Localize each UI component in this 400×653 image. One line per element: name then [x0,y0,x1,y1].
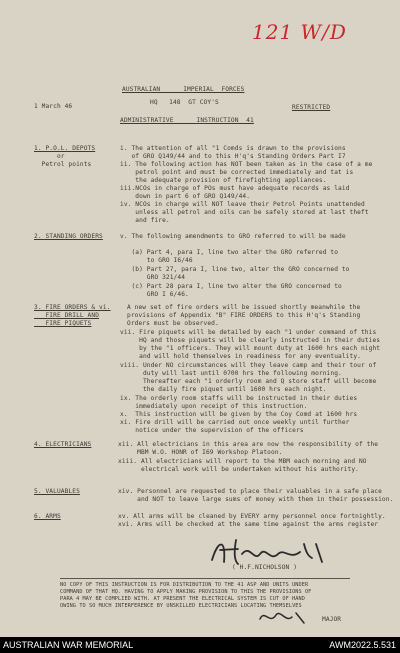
paragraph-line: by the "1 officers. They will mount duty at 1600 hrs each night [120,345,381,352]
section-heading-line: or [34,153,65,160]
section-heading: 3. FIRE ORDERS & vi. [34,304,111,311]
paragraph-line: of GRO Q149/44 and to this H'q's Standing Orders Part I7 [120,153,346,160]
paragraph-line: Thereafter each "1 orderly room and Q store staff will become [120,378,377,385]
section-heading-line: FIRE DRILL AND [34,312,100,319]
paragraph-line: iii.NCOs in charge of POs must have adequate records as laid [120,185,350,192]
section-heading: 6. ARMS [34,513,61,520]
paragraph-line: petrol point and must be corrected immediately and tat is [120,169,354,176]
paragraph-line: xi. Fire drill will be carried out once weekly until further [120,419,350,426]
paragraph-line: unless all petrol and oils can be safely stored at last theft [120,209,369,216]
section-heading: 2. STANDING ORDERS [34,233,103,240]
paragraph-line: i. The attention of all "1 Comds is drawn to the provisions [120,145,346,152]
footnote-line: PARA 4 MAY BE COMPLIED WITH. AT PRESENT THE ELECTRICAL SYSTEM IS CUT OF HAND [60,596,305,602]
org-line: AUSTRALIAN IMPERIAL FORCES [122,86,245,93]
paragraph-line: xv. All arms will be cleaned by EVERY army personnel once fortnightly. [118,513,386,520]
section-heading: 4. ELECTRICIANS [34,441,92,448]
paragraph-line: down in part 6 of GRO Q149/44. [120,193,251,200]
paragraph-line: xvi. Arms will be checked at the same time against the arms register [118,521,379,528]
section-heading-line: FIRE PIQUETS [34,320,92,327]
paragraph-line: notice under the supervision of the officers [120,427,304,434]
paragraph-line: xiv. Personnel are requested to place their valuables in a safe place [118,488,382,495]
paragraph-line: ii. The following action has NOT been taken as in the case of a me [120,161,373,168]
paragraph-line: HQ and those piquets will be clearly instructed in their duties [120,337,381,344]
footnote-line: COMMAND OF THAT HQ. HAVING TO APPLY MAKING PROVISION TO THIS THE PROVISIONS OF [60,589,312,595]
paragraph-line: immediately upon receipt of this instruction. [120,403,308,410]
paragraph-line: ix. The orderly room staffs will be instructed in their duties [120,395,358,402]
document-title: ADMINISTRATIVE INSTRUCTION 41 [120,117,254,124]
paragraph-line: (b) Part 27, para I, line two, alter the GRO concerned to [120,266,350,273]
section-heading: 5. VALUABLES [34,488,80,495]
archive-footer [0,637,400,653]
paragraph-line: iv. NCOs in charge will NOT leave their Petrol Points unattended [120,201,365,208]
handwritten-annotation: 121 W/D [252,20,347,44]
paragraph-line: the adequate provision of firefighting appliances. [120,177,327,184]
archive-name: AUSTRALIAN WAR MEMORIAL [3,640,134,650]
divider [60,578,350,579]
paragraph-line: MBM W.O. HONR of I69 Workshop Platoon. [118,449,283,456]
paragraph-line: xii. All electricians in this area are now the responsibility of the [118,441,379,448]
section-heading: 1. P.O.L. DEPOTS [34,145,96,152]
paragraph-line: provisions of Appendix "B" FIRE ORDERS to this H'q's Standing [127,312,361,319]
paragraph-line: and will hold themselves in readiness for any eventuality. [120,353,361,360]
footnote-line: OWING TO SO MUCH INTERFERENCE BY UNSKILLED ELECTRICIANS LOCATING THEMSELVES [60,603,302,609]
paragraph-line: GRO I 6/46. [120,291,189,298]
hq-line: HQ 148 GT COY'S [150,99,219,106]
paragraph-line: duty will last until 0700 hrs the following morning. [120,370,342,377]
issue-date: 1 March 46 [34,103,73,110]
paragraph-line: x. This instruction will be given by the Coy Comd at 1600 hrs [120,411,358,418]
section-heading-line: Petrol points [34,161,92,168]
initials-scrawl [256,607,312,627]
catalogue-number: AWM2022.5.531 [329,640,396,650]
signatory-name: ( H.F.NICHOLSON ) [232,564,298,571]
paragraph-line: (c) Part 28 para I, line two alter the GRO concerned to [120,283,342,290]
paragraph-line: to GRO I6/46 [120,257,193,264]
paragraph-line: v. The following amendments to GRO referred to will be made [120,233,346,240]
footnote-line: NO COPY OF THIS INSTRUCTION IS FOR DISTRIBUTION TO THE 41 ASP AND UNITS UNDER [60,582,309,588]
paragraph-line: GRO 321/44 [120,274,186,281]
paragraph-line: the daily fire piquet until 1600 hrs each night. [120,386,327,393]
signatory-rank: MAJOR [322,616,342,623]
paragraph-line: viii. Under NO circumstances will they leave camp and their tour of [120,362,377,369]
classification-label: RESTRICTED [292,104,331,111]
paragraph-line: vii. Fire piquets will be detailed by each "1 under command of this [120,329,377,336]
paragraph-line: A new set of fire orders will be issued shortly meanwhile the [127,304,361,311]
paragraph-line: electrical work will be undertaken without his authority. [118,466,359,473]
paragraph-line: (a) Part 4, para I, line two alter the GRO referred to [120,249,339,256]
paragraph-line: Orders must be observed. [127,320,219,327]
paragraph-line: and NOT to leave large sums of money with them in their possession. [118,496,394,503]
paragraph-line: xiii. All electricians will report to the MBM each morning and NO [118,458,367,465]
paragraph-line: and fire. [120,217,170,224]
